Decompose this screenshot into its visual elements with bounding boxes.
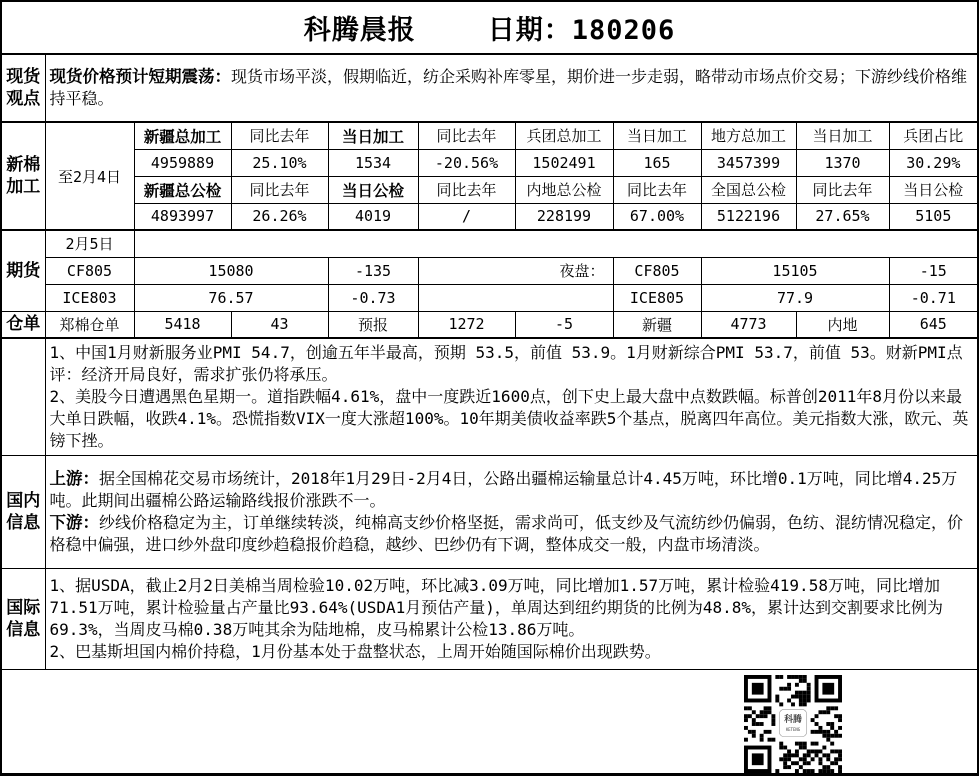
cell-value: 228199 bbox=[515, 203, 613, 230]
cotton-values-row-2 bbox=[1, 203, 978, 230]
contract-change: -0.71 bbox=[889, 284, 978, 311]
contract-code: ICE805 bbox=[613, 284, 701, 311]
report-name: 科腾晨报 bbox=[303, 15, 416, 46]
cotton-period: 至2月4日 bbox=[45, 122, 134, 230]
cell-value: 1272 bbox=[418, 311, 515, 338]
title-row bbox=[1, 1, 978, 54]
downstream-lead: 下游： bbox=[49, 513, 99, 532]
qr-logo-text: 科腾 bbox=[784, 715, 802, 726]
cell-value: -20.56% bbox=[418, 149, 515, 176]
contract-price: 77.9 bbox=[701, 284, 889, 311]
international-section-label: 国际信息 bbox=[1, 569, 45, 670]
empty-cell bbox=[418, 284, 613, 311]
cell-value: / bbox=[418, 203, 515, 230]
international-item-2: 2、巴基斯坦国内棉价持稳，1月份基本处于盘整状态，上周开始随国际棉价出现跌势。 bbox=[49, 642, 661, 661]
col-header: 同比去年 bbox=[418, 122, 515, 149]
macro-news-item-2: 2、美股今日遭遇黑色星期一。道指跌幅4.61%，盘中一度跌近1600点，创下史上最大盘中点数跌幅。标普创2011年8月份以来最大单日跌幅，收跌4.1%。恐慌指数VIX一度大涨超100%。10年期美债收益率跌5个基点，脱离四年高位。美元指数大涨，欧元、英镑下挫。 bbox=[49, 387, 969, 450]
futures-date: 2月5日 bbox=[45, 230, 134, 257]
contract-change: -0.73 bbox=[328, 284, 418, 311]
cell-value: 5105 bbox=[889, 203, 978, 230]
macro-news-row bbox=[1, 338, 978, 456]
contract-change: -15 bbox=[889, 257, 978, 284]
spot-view-label: 现货观点 bbox=[1, 54, 45, 122]
cell-value: 4019 bbox=[328, 203, 418, 230]
spot-view-lead: 现货价格预计短期震荡： bbox=[49, 67, 231, 86]
wechat-qr-code bbox=[743, 675, 843, 773]
col-header: 当日加工 bbox=[796, 122, 889, 149]
empty-label-cell bbox=[1, 338, 45, 456]
cotton-values-row-1 bbox=[1, 149, 978, 176]
spot-view-body: 现货市场平淡，假期临近，纺企采购补库零星，期价进一步走弱，略带动市场点价交易；下游纱线价格维持平稳。 bbox=[49, 67, 968, 108]
downstream-body: 纱线价格稳定为主，订单继续转淡，纯棉高支纱价格坚挺，需求尚可，低支纱及气流纺纱仍偏弱，色纺、混纺情况稳定，价格稳中偏强，进口纱外盘印度纱趋稳报价趋稳，越纱、巴纱仍有下调，整体成交一般，内盘市场清淡。 bbox=[49, 513, 964, 554]
cell-value: 1370 bbox=[796, 149, 889, 176]
col-header: 同比去年 bbox=[418, 176, 515, 203]
col-header: 内地总公检 bbox=[515, 176, 613, 203]
col-header: 兵团总加工 bbox=[515, 122, 613, 149]
domestic-info-row bbox=[1, 456, 978, 569]
qr-code-image bbox=[743, 675, 843, 773]
qr-logo-subtext: KETENG bbox=[785, 726, 801, 732]
receipts-name: 郑棉仓单 bbox=[45, 311, 134, 338]
cell-value: 67.00% bbox=[613, 203, 701, 230]
col-header: 全国总公检 bbox=[701, 176, 796, 203]
spot-view-text bbox=[45, 54, 978, 122]
col-header: 同比去年 bbox=[231, 176, 328, 203]
col-header: 地方总加工 bbox=[701, 122, 796, 149]
cell-value: 5122196 bbox=[701, 203, 796, 230]
contract-price: 15080 bbox=[134, 257, 328, 284]
receipts-section-label: 仓单 bbox=[1, 311, 45, 338]
upstream-lead: 上游： bbox=[49, 469, 99, 488]
cell-value: 4893997 bbox=[134, 203, 231, 230]
contract-code: CF805 bbox=[45, 257, 134, 284]
macro-news-item-1: 1、中国1月财新服务业PMI 54.7，创逾五年半最高，预期 53.5，前值 53.9。1月财新综合PMI 53.7，前值 53。财新PMI点评：经济开局良好，需求扩张仍将承压。 bbox=[49, 343, 963, 384]
report-date: 日期：180206 bbox=[487, 15, 676, 46]
upstream-body: 据全国棉花交易市场统计，2018年1月29日-2月4日，公路出疆棉运输量总计4.45万吨，环比增0.1万吨，同比增4.25万吨。此期间出疆棉公路运输路线报价涨跌不一。 bbox=[49, 469, 958, 510]
domestic-section-label: 国内信息 bbox=[1, 456, 45, 569]
cell-value: -5 bbox=[515, 311, 613, 338]
cell-value: 25.10% bbox=[231, 149, 328, 176]
page-title bbox=[1, 1, 978, 54]
cell-value: 4773 bbox=[701, 311, 796, 338]
spot-view-row bbox=[1, 54, 978, 122]
cell-value: 645 bbox=[889, 311, 978, 338]
futures-cf-row bbox=[1, 257, 978, 284]
domestic-downstream bbox=[50, 512, 972, 556]
futures-date-row bbox=[1, 230, 978, 257]
col-header: 同比去年 bbox=[796, 176, 889, 203]
col-header: 当日公检 bbox=[328, 176, 418, 203]
domestic-upstream bbox=[50, 468, 972, 512]
futures-section-label: 期货 bbox=[1, 230, 45, 311]
contract-price: 76.57 bbox=[134, 284, 328, 311]
cell-value: 26.26% bbox=[231, 203, 328, 230]
cell-value: 4959889 bbox=[134, 149, 231, 176]
domestic-info-text bbox=[45, 456, 978, 569]
international-info-text bbox=[45, 569, 978, 670]
col-header: 同比去年 bbox=[231, 122, 328, 149]
contract-code: ICE803 bbox=[45, 284, 134, 311]
cell-value: 27.65% bbox=[796, 203, 889, 230]
col-header: 新疆总公检 bbox=[134, 176, 231, 203]
qr-row bbox=[1, 670, 978, 775]
col-header: 当日加工 bbox=[328, 122, 418, 149]
col-header: 当日公检 bbox=[889, 176, 978, 203]
col-header: 兵团占比 bbox=[889, 122, 978, 149]
receipts-row bbox=[1, 311, 978, 338]
macro-news-text bbox=[45, 338, 978, 456]
contract-price: 15105 bbox=[701, 257, 889, 284]
cotton-header-row-1 bbox=[1, 122, 978, 149]
cell-value: 30.29% bbox=[889, 149, 978, 176]
qr-cell bbox=[1, 670, 978, 775]
empty-cell bbox=[134, 230, 978, 257]
cell-value: 5418 bbox=[134, 311, 231, 338]
forecast-label: 预报 bbox=[328, 311, 418, 338]
cell-value: 43 bbox=[231, 311, 328, 338]
col-header: 同比去年 bbox=[613, 176, 701, 203]
cell-value: 1534 bbox=[328, 149, 418, 176]
col-header: 新疆总加工 bbox=[134, 122, 231, 149]
cell-value: 165 bbox=[613, 149, 701, 176]
col-header: 当日加工 bbox=[613, 122, 701, 149]
contract-change: -135 bbox=[328, 257, 418, 284]
cell-value: 3457399 bbox=[701, 149, 796, 176]
cotton-header-row-2 bbox=[1, 176, 978, 203]
region-label: 新疆 bbox=[613, 311, 701, 338]
contract-code: CF805 bbox=[613, 257, 701, 284]
region-label: 内地 bbox=[796, 311, 889, 338]
international-info-row bbox=[1, 569, 978, 670]
futures-ice-row bbox=[1, 284, 978, 311]
cell-value: 1502491 bbox=[515, 149, 613, 176]
cotton-section-label: 新棉加工 bbox=[1, 122, 45, 230]
international-item-1: 1、据USDA，截止2月2日美棉当周检验10.02万吨，环比减3.09万吨，同比增加1.57万吨，累计检验419.58万吨，同比增加71.51万吨，累计检验量占产量比93.64%(USDA1月预估产量)，单周达到纽约期货的比例为48.8%，累计达到交割要求比例为69.3%，当周皮马棉0.38万吨其余为陆地棉，皮马棉累计公检13.86万吨。 bbox=[49, 576, 944, 639]
night-session-label: 夜盘： bbox=[418, 257, 613, 284]
